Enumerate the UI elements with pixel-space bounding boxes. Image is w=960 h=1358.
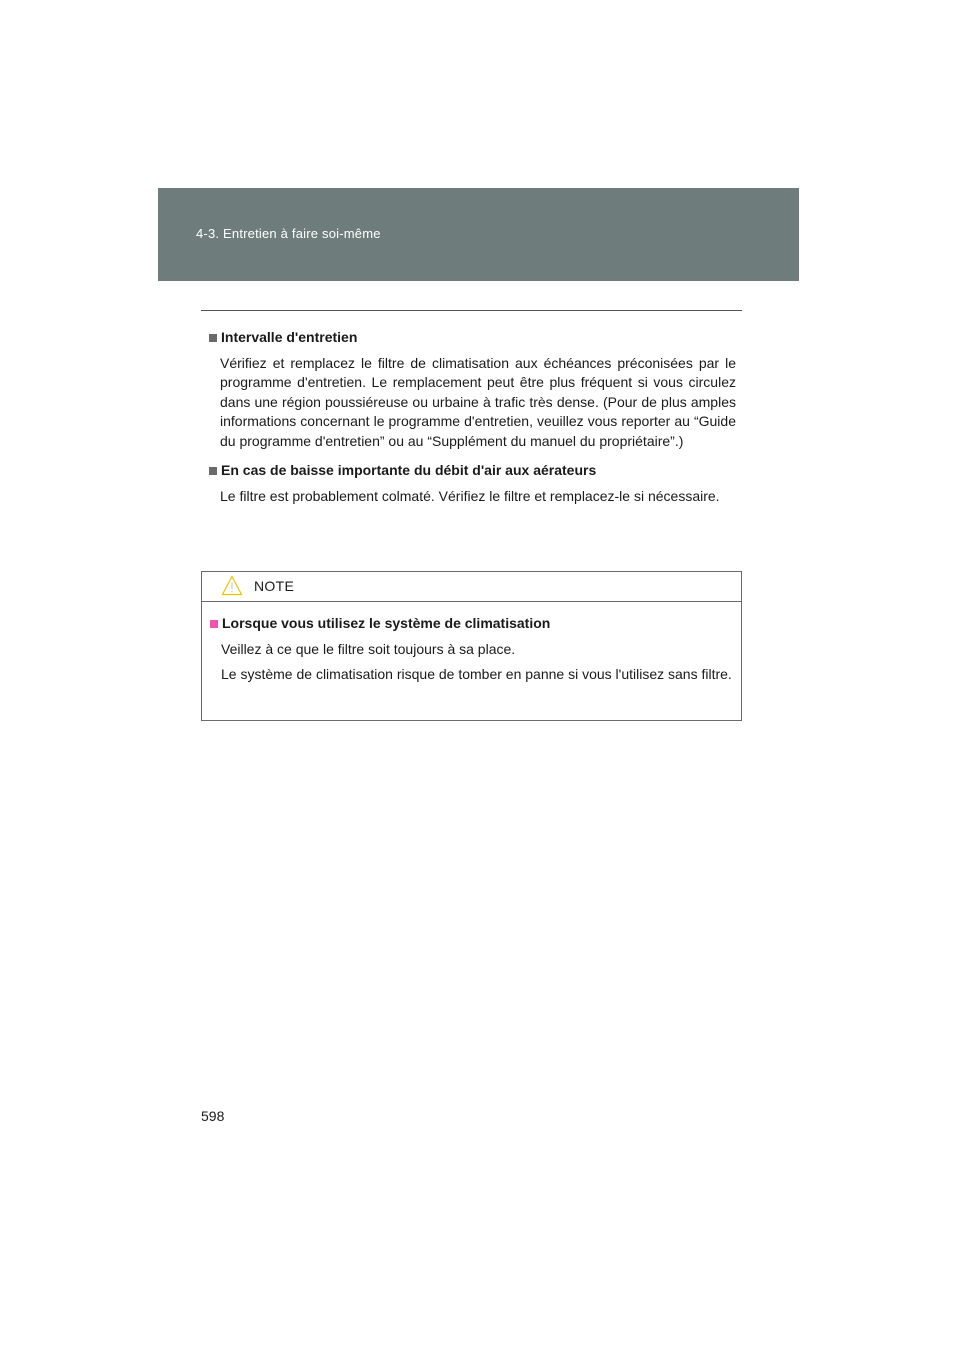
paragraph: Le filtre est probablement colmaté. Vérifiez le filtre et remplacez-le si nécessaire. xyxy=(220,487,720,504)
main-content xyxy=(209,328,736,506)
page-number: 598 xyxy=(201,1108,225,1124)
square-bullet-icon xyxy=(209,334,217,342)
note-paragraph: Veillez à ce que le filtre soit toujours à sa place. xyxy=(221,640,516,657)
header-band xyxy=(158,188,799,281)
sub-heading-text: En cas de baisse importante du débit d'air aux aérateurs xyxy=(221,462,597,478)
note-heading-text: Lorsque vous utilisez le système de climatisation xyxy=(222,615,551,631)
note-body xyxy=(202,602,741,685)
note-label: NOTE xyxy=(254,578,295,594)
note-box xyxy=(201,571,742,721)
top-divider xyxy=(201,310,742,311)
sub-heading xyxy=(209,328,736,348)
section-title: 4-3. Entretien à faire soi-même xyxy=(196,226,381,241)
content-block-airflow-drop xyxy=(209,461,736,506)
paragraph: Vérifiez et remplacez le filtre de climatisation aux échéances préconisées par le programme d'entretien. Le remplacement peut être plus fréquent si vous circulez dans une région poussiéreuse ou urbaine à trafic très dense. (Pour de plus amples informations concernant le programme d'entretien, veuillez vous reporter au “Guide du programme d'entretien” ou au “Supplément du manuel du propriétaire”.) xyxy=(220,354,736,449)
note-paragraph: Le système de climatisation risque de tomber en panne si vous l'utilisez sans filtre. xyxy=(221,666,732,682)
note-header xyxy=(202,572,741,602)
warning-triangle-icon xyxy=(221,575,243,596)
square-bullet-icon xyxy=(209,467,217,475)
pink-square-bullet-icon xyxy=(210,620,218,628)
note-heading xyxy=(210,614,735,634)
sub-heading xyxy=(209,461,736,481)
sub-heading-text: Intervalle d'entretien xyxy=(221,329,358,345)
content-block-maintenance-interval xyxy=(209,328,736,451)
